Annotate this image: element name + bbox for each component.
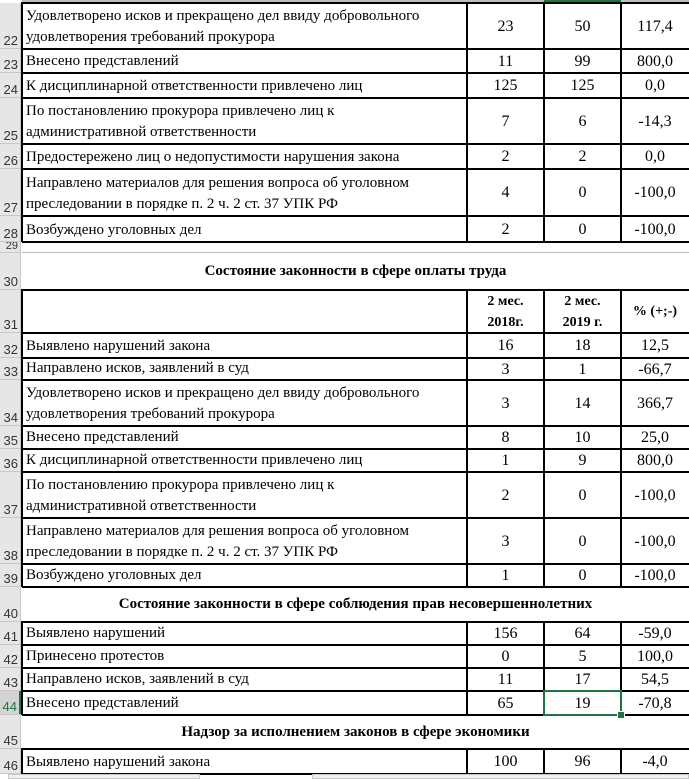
value-2019-cell[interactable]: 0 [578, 532, 587, 550]
row-label-text [26, 173, 409, 215]
row-label-text [26, 147, 399, 168]
value-2018-cell[interactable]: 23 [497, 17, 514, 35]
row-label-line: По постановлению прокурора привлечено лиц к [26, 477, 335, 493]
cell-border-vertical [21, 2, 23, 242]
row-label-line: Выявлено нарушений закона [26, 754, 211, 770]
value-2019-cell[interactable]: 99 [574, 52, 591, 70]
row-header-43[interactable]: 43 [0, 668, 21, 691]
row-label-line: преследовании в порядке п. 2 ч. 2 ст. 37 УПК РФ [26, 196, 338, 212]
row-label-line: Внесено представлений [26, 695, 179, 711]
row-label-line: Направлено материалов для решения вопроса об уголовном [26, 523, 410, 539]
value-2019-cell[interactable]: 2 [578, 148, 587, 165]
value-2018-cell[interactable]: 156 [493, 625, 518, 642]
percent-change-cell[interactable]: 0,0 [645, 148, 665, 165]
row-label[interactable] [22, 49, 467, 73]
row-header-22[interactable]: 22 [0, 3, 21, 49]
row-header-41[interactable]: 41 [0, 622, 21, 645]
value-2019-cell[interactable]: 17 [574, 671, 591, 688]
horizontal-scrollbar-left[interactable] [8, 774, 200, 779]
row-label-line: К дисциплинарной ответственности привлечено лиц [26, 78, 363, 94]
percent-change-cell[interactable]: -4,0 [642, 753, 668, 770]
value-2018-cell[interactable]: 2 [501, 148, 510, 165]
row-label-line: административной ответственности [26, 124, 257, 140]
column-header-line: 2 мес. [564, 293, 601, 309]
row-header-39[interactable]: 39 [0, 564, 21, 587]
row-label-line: Возбуждено уголовных дел [26, 222, 202, 238]
row-label-text [26, 336, 210, 357]
value-2019-cell[interactable]: 18 [574, 337, 591, 354]
row-header-36[interactable]: 36 [0, 449, 21, 472]
value-2018-cell[interactable]: 4 [501, 184, 510, 201]
value-2019-cell[interactable]: 10 [574, 429, 591, 446]
row-label[interactable] [22, 426, 467, 449]
row-label-line: Удовлетворено исков и прекращено дел ввиду добровольного [26, 8, 420, 24]
value-2018-cell[interactable]: 65 [497, 694, 514, 712]
row-header-37[interactable]: 37 [0, 472, 21, 518]
row-label-line: Принесено протестов [26, 648, 165, 664]
percent-change-cell[interactable]: 117,4 [637, 17, 673, 35]
column-header-line: 2 мес. [487, 293, 524, 309]
row-label[interactable] [22, 169, 467, 216]
cell-border-vertical [21, 289, 23, 587]
row-label-text [26, 6, 419, 48]
value-2018-cell[interactable]: 3 [501, 394, 510, 412]
row-label-text [26, 623, 165, 644]
row-label-line: Внесено представлений [26, 53, 179, 69]
row-label-line: Направлено исков, заявлений в суд [26, 360, 249, 376]
row-label-text [26, 521, 409, 563]
row-label[interactable] [22, 216, 467, 242]
value-2019-cell[interactable]: 19 [574, 694, 591, 712]
row-label-line: По постановлению прокурора привлечено лиц к [26, 103, 335, 119]
value-2018-cell[interactable]: 2 [501, 486, 510, 504]
percent-change-cell[interactable]: -100,0 [634, 532, 676, 550]
row-header-40[interactable]: 40 [0, 587, 21, 622]
row-label[interactable] [22, 668, 467, 691]
row-label-line: Направлено исков, заявлений в суд [26, 671, 249, 687]
value-2018-cell[interactable]: 8 [501, 429, 510, 446]
row-label-line: Выявлено нарушений [26, 625, 166, 641]
column-header-2018[interactable] [467, 290, 544, 333]
row-label-text [26, 669, 249, 690]
row-label[interactable] [22, 73, 467, 98]
percent-change-cell[interactable]: 0,0 [645, 77, 665, 94]
value-2018-cell[interactable]: 0 [501, 648, 510, 665]
percent-change-cell[interactable]: 800,0 [637, 452, 673, 469]
row-label-line: преследовании в порядке п. 2 ч. 2 ст. 37 УПК РФ [26, 544, 338, 560]
column-header-line: 2019 г. [562, 314, 603, 330]
percent-change-cell[interactable]: -100,0 [634, 567, 676, 584]
value-2018-cell[interactable]: 1 [501, 567, 510, 584]
value-2018-cell[interactable]: 3 [501, 532, 510, 550]
row-label[interactable] [22, 333, 467, 358]
row-label-text [26, 101, 334, 143]
row-label-text [26, 76, 362, 97]
cell-border-horizontal [22, 241, 689, 243]
row-label-line: Выявлено нарушений закона [26, 338, 211, 354]
value-2019-cell[interactable]: 6 [578, 112, 587, 130]
value-2018-cell[interactable]: 7 [501, 112, 510, 130]
value-2018-cell[interactable]: 100 [493, 753, 518, 770]
percent-change-cell[interactable]: 800,0 [637, 52, 673, 70]
cell-border-vertical [466, 621, 468, 715]
value-2019-cell[interactable]: 1 [578, 360, 587, 378]
percent-change-cell[interactable]: 12,5 [641, 337, 669, 354]
value-2019-cell[interactable]: 96 [574, 753, 591, 770]
cell-border-vertical [543, 2, 545, 242]
value-2018-cell[interactable]: 3 [501, 360, 510, 378]
row-header-31[interactable]: 31 [0, 290, 21, 333]
row-header-42[interactable]: 42 [0, 645, 21, 668]
row-header-44[interactable]: 44 [0, 691, 21, 715]
row-label-text [26, 752, 210, 773]
column-header-percent[interactable]: % (+;-) [632, 304, 678, 319]
row-label[interactable] [22, 380, 467, 426]
row-header-33[interactable]: 33 [0, 358, 21, 380]
section-title: Состояние законности в сфере соблюдения прав несовершеннолетних [118, 596, 593, 612]
row-label-text [26, 450, 362, 471]
row-label-text [26, 646, 164, 667]
row-header-26[interactable]: 26 [0, 144, 21, 169]
value-2019-cell[interactable]: 0 [578, 184, 587, 201]
column-header-2019[interactable] [544, 290, 621, 333]
value-2018-cell[interactable]: 125 [493, 77, 518, 94]
cell-border-vertical [620, 2, 622, 242]
value-2018-cell[interactable]: 1 [501, 452, 510, 469]
value-2019-cell[interactable]: 0 [578, 486, 587, 504]
row-label[interactable] [22, 3, 467, 49]
row-label-line: К дисциплинарной ответственности привлечено лиц [26, 452, 363, 468]
percent-change-cell[interactable]: -100,0 [634, 184, 676, 201]
fill-handle[interactable] [617, 711, 625, 719]
value-2018-cell[interactable]: 11 [497, 671, 514, 688]
row-header-38[interactable]: 38 [0, 518, 21, 564]
cell-border-vertical [466, 2, 468, 242]
row-label[interactable] [22, 518, 467, 564]
value-2019-cell[interactable]: 64 [574, 625, 591, 642]
percent-change-cell[interactable]: -14,3 [638, 112, 672, 130]
value-2019-cell[interactable]: 50 [574, 17, 591, 35]
percent-change-cell[interactable]: 25,0 [641, 429, 669, 446]
row-label[interactable] [22, 691, 467, 715]
row-header-30[interactable]: 30 [0, 253, 21, 290]
row-header-35[interactable]: 35 [0, 426, 21, 449]
value-2018-cell[interactable]: 11 [497, 52, 514, 70]
cell-border-vertical [620, 289, 622, 587]
row-header-28[interactable]: 28 [0, 216, 21, 242]
row-label-line: административной ответственности [26, 498, 257, 514]
row-label[interactable] [22, 645, 467, 668]
row-header-45[interactable]: 45 [0, 715, 21, 749]
row-header-46[interactable]: 46 [0, 749, 21, 774]
row-label[interactable] [22, 622, 467, 645]
percent-change-cell[interactable]: -66,7 [638, 360, 672, 378]
cell-border-vertical [466, 289, 468, 587]
value-2018-cell[interactable]: 2 [501, 220, 510, 238]
row-label-text [26, 358, 249, 379]
column-header-line: 2018г. [487, 314, 524, 330]
row-header-29[interactable]: 29 [0, 242, 21, 253]
row-label-line: Предостережено лиц о недопустимости нарушения закона [26, 149, 400, 165]
row-label-line: удовлетворения требований прокурора [26, 29, 275, 45]
row-label-line: Возбуждено уголовных дел [26, 567, 202, 583]
section-title: Состояние законности в сфере оплаты труда [204, 263, 507, 279]
value-2019-cell[interactable]: 9 [578, 452, 587, 469]
row-label-line: удовлетворения требований прокурора [26, 406, 275, 422]
row-label[interactable] [22, 449, 467, 472]
row-label-text [26, 427, 179, 448]
row-label-line: Направлено материалов для решения вопроса об уголовном [26, 175, 410, 191]
row-header-23[interactable]: 23 [0, 49, 21, 73]
value-2018-cell[interactable]: 16 [497, 337, 514, 354]
percent-change-cell[interactable]: -59,0 [638, 625, 672, 642]
value-2019-cell[interactable]: 0 [578, 567, 587, 584]
value-2019-cell[interactable]: 125 [570, 77, 595, 94]
row-header-24[interactable]: 24 [0, 73, 21, 98]
row-header-32[interactable]: 32 [0, 333, 21, 358]
row-label[interactable] [22, 358, 467, 380]
percent-change-cell[interactable]: 366,7 [637, 394, 673, 412]
row-label-text [26, 383, 419, 425]
row-header-25[interactable]: 25 [0, 98, 21, 144]
horizontal-scrollbar-right[interactable] [312, 774, 689, 779]
row-label-text [26, 220, 202, 241]
row-header-34[interactable]: 34 [0, 380, 21, 426]
percent-change-cell[interactable]: 54,5 [641, 671, 669, 688]
section-title: Надзор за исполнением законов в сфере экономики [181, 723, 530, 740]
row-label-text [26, 693, 179, 714]
value-2019-cell[interactable]: 5 [578, 648, 587, 665]
row-label-text [26, 565, 202, 586]
percent-change-cell[interactable]: -100,0 [634, 486, 676, 504]
row-label[interactable] [22, 749, 467, 774]
percent-change-cell[interactable]: -100,0 [634, 220, 676, 238]
row-label[interactable] [22, 144, 467, 169]
row-label-text [26, 51, 179, 72]
row-label[interactable] [22, 98, 467, 144]
row-label-line: Внесено представлений [26, 429, 179, 445]
percent-change-cell[interactable]: 100,0 [637, 648, 673, 665]
percent-change-cell[interactable]: -70,8 [638, 694, 672, 712]
row-label-line: Удовлетворено исков и прекращено дел ввиду добровольного [26, 385, 420, 401]
value-2019-cell[interactable]: 14 [574, 394, 591, 412]
cell-border-vertical [543, 289, 545, 587]
cell-border-vertical [21, 621, 23, 715]
value-2019-cell[interactable]: 0 [578, 220, 587, 238]
row-label-text [26, 475, 334, 517]
row-label[interactable] [22, 564, 467, 587]
selected-cell-outline[interactable] [543, 690, 622, 716]
row-label[interactable] [22, 472, 467, 518]
row-header-27[interactable]: 27 [0, 169, 21, 216]
